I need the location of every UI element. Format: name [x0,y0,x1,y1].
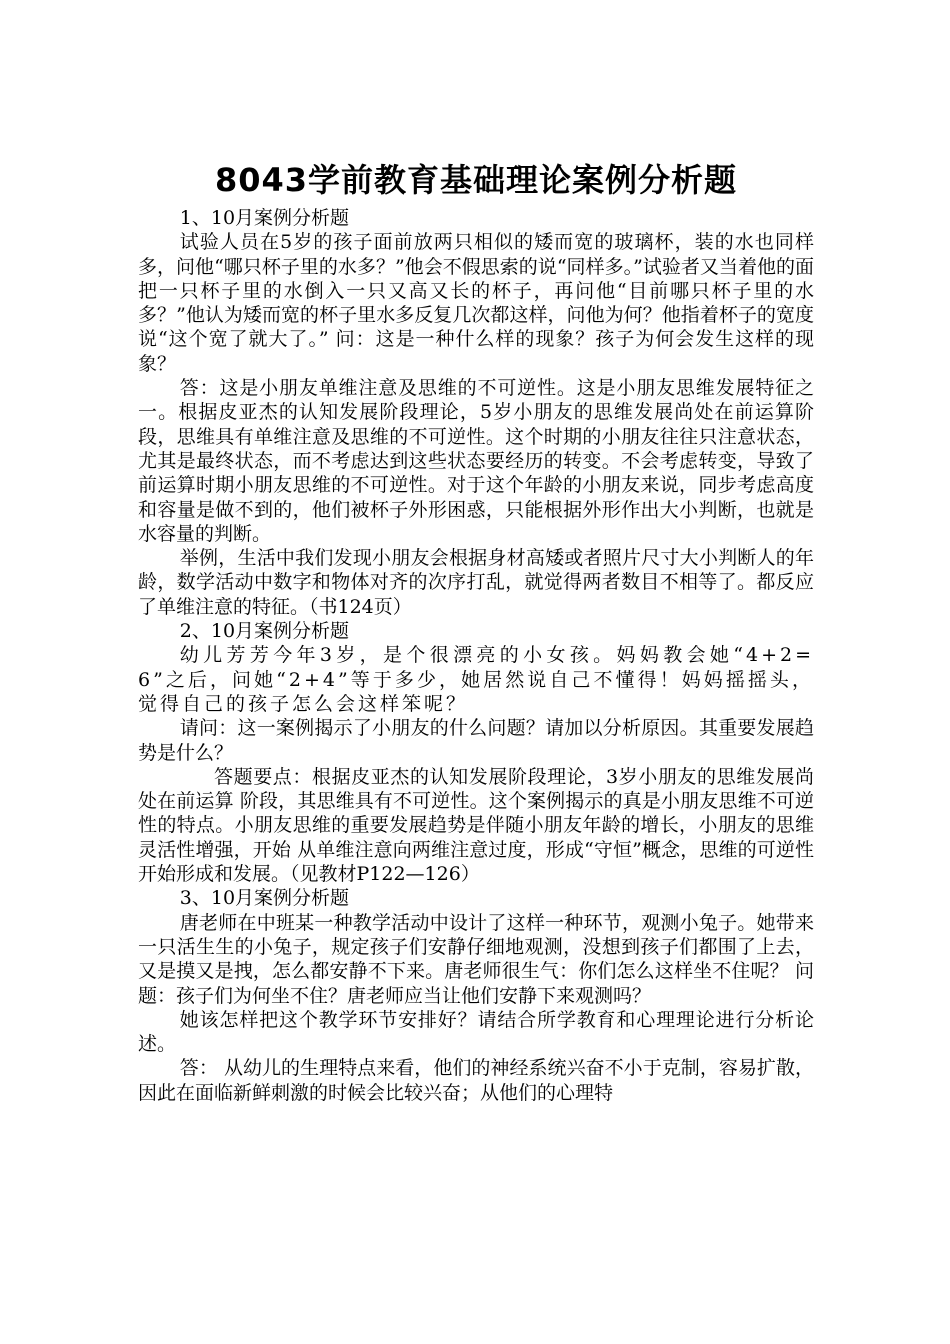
case-2-question: 请问：这一案例揭示了小朋友的什么问题？请加以分析原因。其重要发展趋势是什么？ [138,717,814,764]
case-1-example: 举例，生活中我们发现小朋友会根据身材高矮或者照片尺寸大小判断人的年龄，数学活动中数字和物体对齐的次序打乱，就觉得两者数目不相等了。都反应了单维注意的特征。（书124页） [138,547,814,618]
case-3-question: 她该怎样把这个教学环节安排好？请结合所学教育和心理理论进行分析论述。 [138,1008,814,1056]
section-heading-3: 3、10月案例分析题 [179,887,350,910]
case-2-description: 幼儿芳芳今年3岁，是个很漂亮的小女孩。妈妈教会她“4+2=6”之后，问她“2+4”等于多少，她居然说自己不懂得！妈妈摇摇头，觉得自己的孩子怎么会这样笨呢？ [138,644,814,715]
section-heading-2: 2、10月案例分析题 [179,620,350,643]
document-body [138,206,814,1105]
case-2-answer: 答题要点：根据皮亚杰的认知发展阶段理论，3岁小朋友的思维发展尚处在前运算 阶段，其思维具有不可逆性。这个案例揭示的真是小朋友思维不可逆性的特点。小朋友思维的重要发展趋势是伴随小朋友年龄的增长，小朋友的思维灵活性增强，开始 从单维注意向两维注意过度，形成“守恒”概念，思维的可逆性开始形成和发展。（见教材P122—126） [138,765,814,886]
document-title: 8043学前教育基础理论案例分析题 [214,161,738,199]
case-1-description: 试验人员在5岁的孩子面前放两只相似的矮而宽的玻璃杯，装的水也同样多，问他“哪只杯子里的水多？”他会不假思索的说“同样多。”试验者又当着他的面把一只杯子里的水倒入一只又高又长的杯子，再问他“目前哪只杯子里的水多？”他认为矮而宽的杯子里水多反复几次都这样，问他为何？他指着杯子的宽度说“这个宽了就大了。” 问：这是一种什么样的现象？孩子为何会发生这样的现象？ [138,231,814,375]
case-3-answer: 答： 从幼儿的生理特点来看，他们的神经系统兴奋不小于克制，容易扩散，因此在面临新鲜刺激的时候会比较兴奋；从他们的心理特 [138,1057,814,1104]
case-3-description: 唐老师在中班某一种教学活动中设计了这样一种环节，观测小兔子。她带来一只活生生的小兔子，规定孩子们安静仔细地观测，没想到孩子们都围了上去，又是摸又是拽，怎么都安静不下来。唐老师很生气：你们怎么这样坐不住呢？ 问题：孩子们为何坐不住？唐老师应当让他们安静下来观测吗？ [138,911,814,1007]
case-1-answer: 答：这是小朋友单维注意及思维的不可逆性。这是小朋友思维发展特征之一。根据皮亚杰的认知发展阶段理论，5岁小朋友的思维发展尚处在前运算阶段，思维具有单维注意及思维的不可逆性。这个时期的小朋友往往只注意状态，尤其是最终状态，而不考虑达到这些状态要经历的转变。不会考虑转变，导致了前运算时期小朋友思维的不可逆性。对于这个年龄的小朋友来说，同步考虑高度和容量是做不到的，他们被杯子外形困惑，只能根据外形作出大小判断，也就是水容量的判断。 [138,377,814,545]
section-heading-1: 1、10月案例分析题 [179,207,350,229]
document-page [138,156,814,1105]
